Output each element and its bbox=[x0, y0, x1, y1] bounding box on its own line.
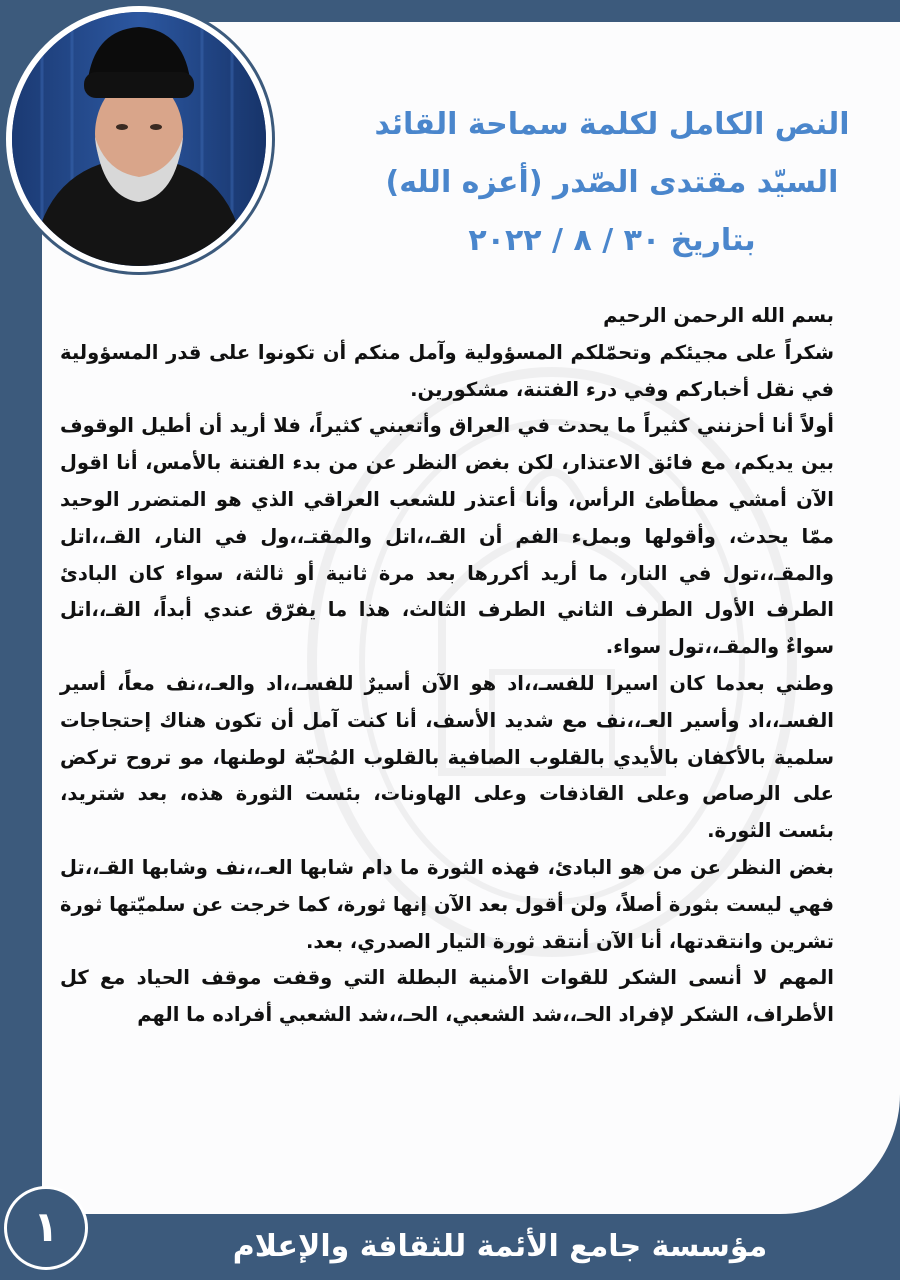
header-speaker: السيّد مقتدى الصّدر (أعزه الله) bbox=[385, 165, 839, 200]
footer-organization: مؤسسة جامع الأئمة للثقافة والإعلام bbox=[232, 1229, 768, 1264]
paragraph-first: أولاً أنا أحزنني كثيراً ما يحدث في العراق وأتعبني كثيراً، فلا أريد أن أطيل الوقوف بين يديكم، مع فائق الاعتذار، لكن بغض النظر عن من بدء الفتنة بالأمس، أنا اقول الآن أمشي مطأطئ الرأس، وأنا أعتذر للشعب العراقي الذي هو المتضرر الوحيد ممّا يحدث، وأقولها وبملء الفم أن القـ،،اتل والمقتـ،،ول في النار، القـ،،اتل والمقـ،،تول في النار، ما أريد أكررها بعد مرة ثانية أو ثالثة، سواء كان البادئ الطرف الأول الطرف الثاني الطرف الثالث، هذا ما يفرّق عندي أبداً، القـ،،اتل سواءٌ والمقـ،،تول سواء. bbox=[60, 414, 834, 659]
page-number-badge: ١ bbox=[4, 1186, 88, 1270]
speech-text bbox=[60, 298, 834, 1034]
paragraph-thanks-forces: المهم لا أنسى الشكر للقوات الأمنية البطلة التي وقفت موقف الحياد مع كل الأطراف، الشكر لإفراد الحـ،،شد الشعبي، الحـ،،شد الشعبي أفراده ما الهم bbox=[60, 966, 834, 1027]
portrait-icon bbox=[12, 12, 266, 266]
paragraph-basmala: بسم الله الرحمن الرحيم bbox=[603, 304, 834, 327]
portrait-photo bbox=[6, 6, 272, 272]
paragraph-homeland: وطني بعدما كان اسيرا للفسـ،،اد هو الآن أسيرٌ للفسـ،،اد والعـ،،نف معاً، أسير الفسـ،،اد وأسير العـ،،نف مع شديد الأسف، أنا كنت آمل أن تكون هناك إحتجاجات سلمية بالأكفان بالأيدي بالقلوب الصافية بالقلوب المُحبّة لوطنها، مو تروح تركض على الرصاص وعلى القاذفات وعلى الهاونات، بئست الثورة هذه، بعد شتريد، بئست الثورة. bbox=[60, 671, 834, 843]
document-header bbox=[322, 96, 900, 270]
paragraph-revolution: بغض النظر عن من هو البادئ، فهذه الثورة ما دام شابها العـ،،نف وشابها القـ،،تل فهي ليست بثورة أصلاً، ولن أقول بعد الآن إنها ثورة، كما خرجت عن سلميّتها ثورة تشرين وانتقدتها، أنا الآن أنتقد ثورة التيار الصدري، بعد. bbox=[60, 855, 834, 953]
header-date: بتاريخ ٣٠ / ٨ / ٢٠٢٢ bbox=[468, 223, 756, 258]
header-title: النص الكامل لكلمة سماحة القائد bbox=[374, 107, 850, 142]
paragraph-thanks: شكراً على مجيئكم وتحمّلكم المسؤولية وآمل منكم أن تكونوا على قدر المسؤولية في نقل أخباركم وفي درء الفتنة، مشكورين. bbox=[60, 340, 834, 401]
